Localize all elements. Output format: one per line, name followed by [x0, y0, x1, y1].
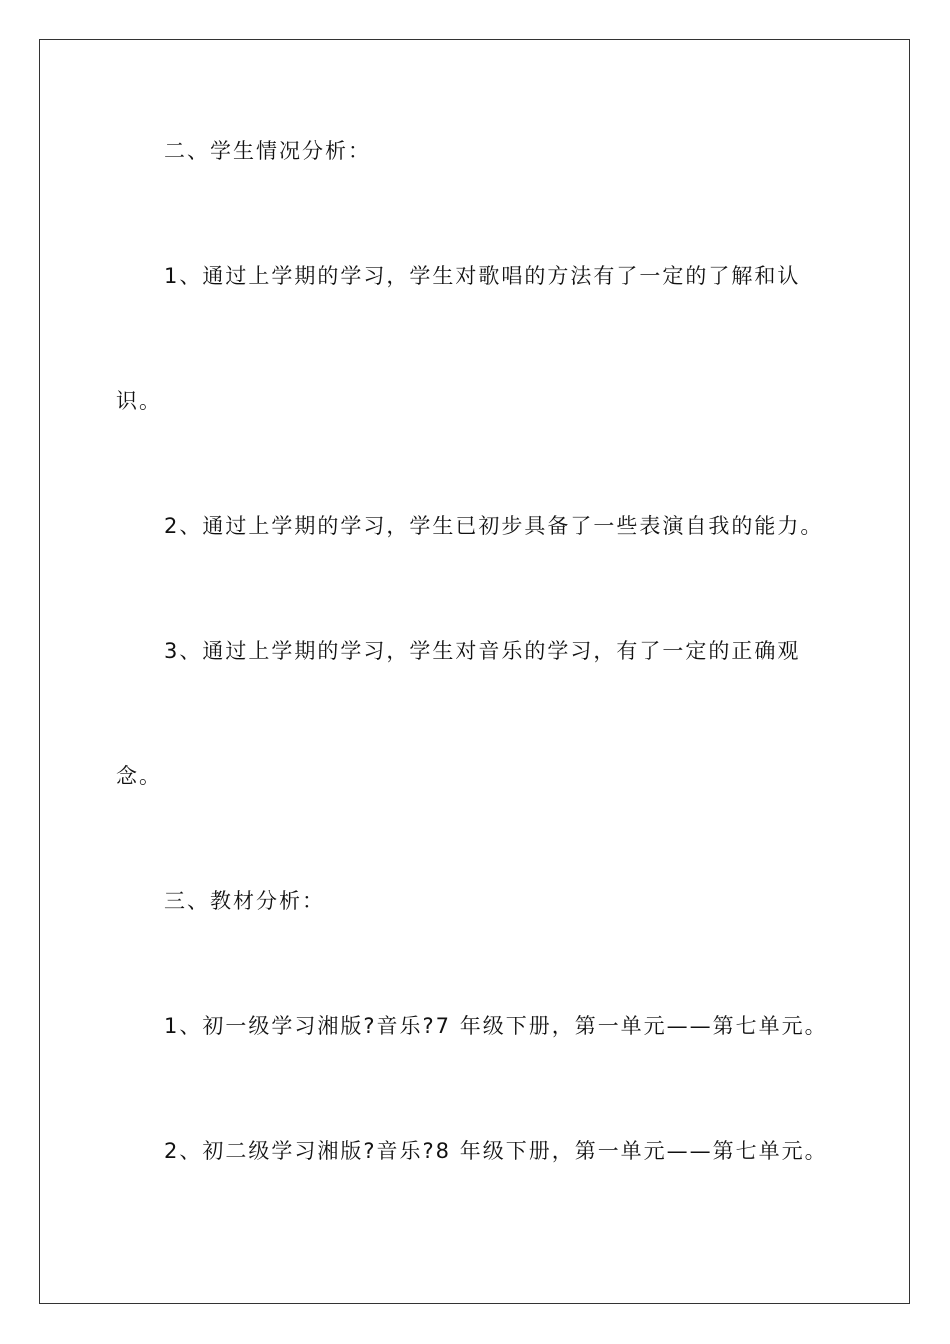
section-heading-textbook-analysis: 三、教材分析： [164, 889, 325, 913]
paragraph-line: 2、初二级学习湘版?音乐?8 年级下册，第一单元——第七单元。 [164, 1139, 828, 1163]
paragraph-line: 1、通过上学期的学习，学生对歌唱的方法有了一定的了解和认 [164, 264, 801, 288]
paragraph-line: 2、通过上学期的学习，学生已初步具备了一些表演自我的能力。 [164, 514, 824, 538]
paragraph-line: 3、通过上学期的学习，学生对音乐的学习，有了一定的正确观 [164, 639, 801, 663]
paragraph-line: 念。 [116, 764, 162, 788]
section-heading-student-analysis: 二、学生情况分析： [164, 139, 371, 163]
paragraph-line: 识。 [116, 389, 162, 413]
paragraph-line: 1、初一级学习湘版?音乐?7 年级下册，第一单元——第七单元。 [164, 1014, 828, 1038]
page-border [39, 39, 910, 1304]
